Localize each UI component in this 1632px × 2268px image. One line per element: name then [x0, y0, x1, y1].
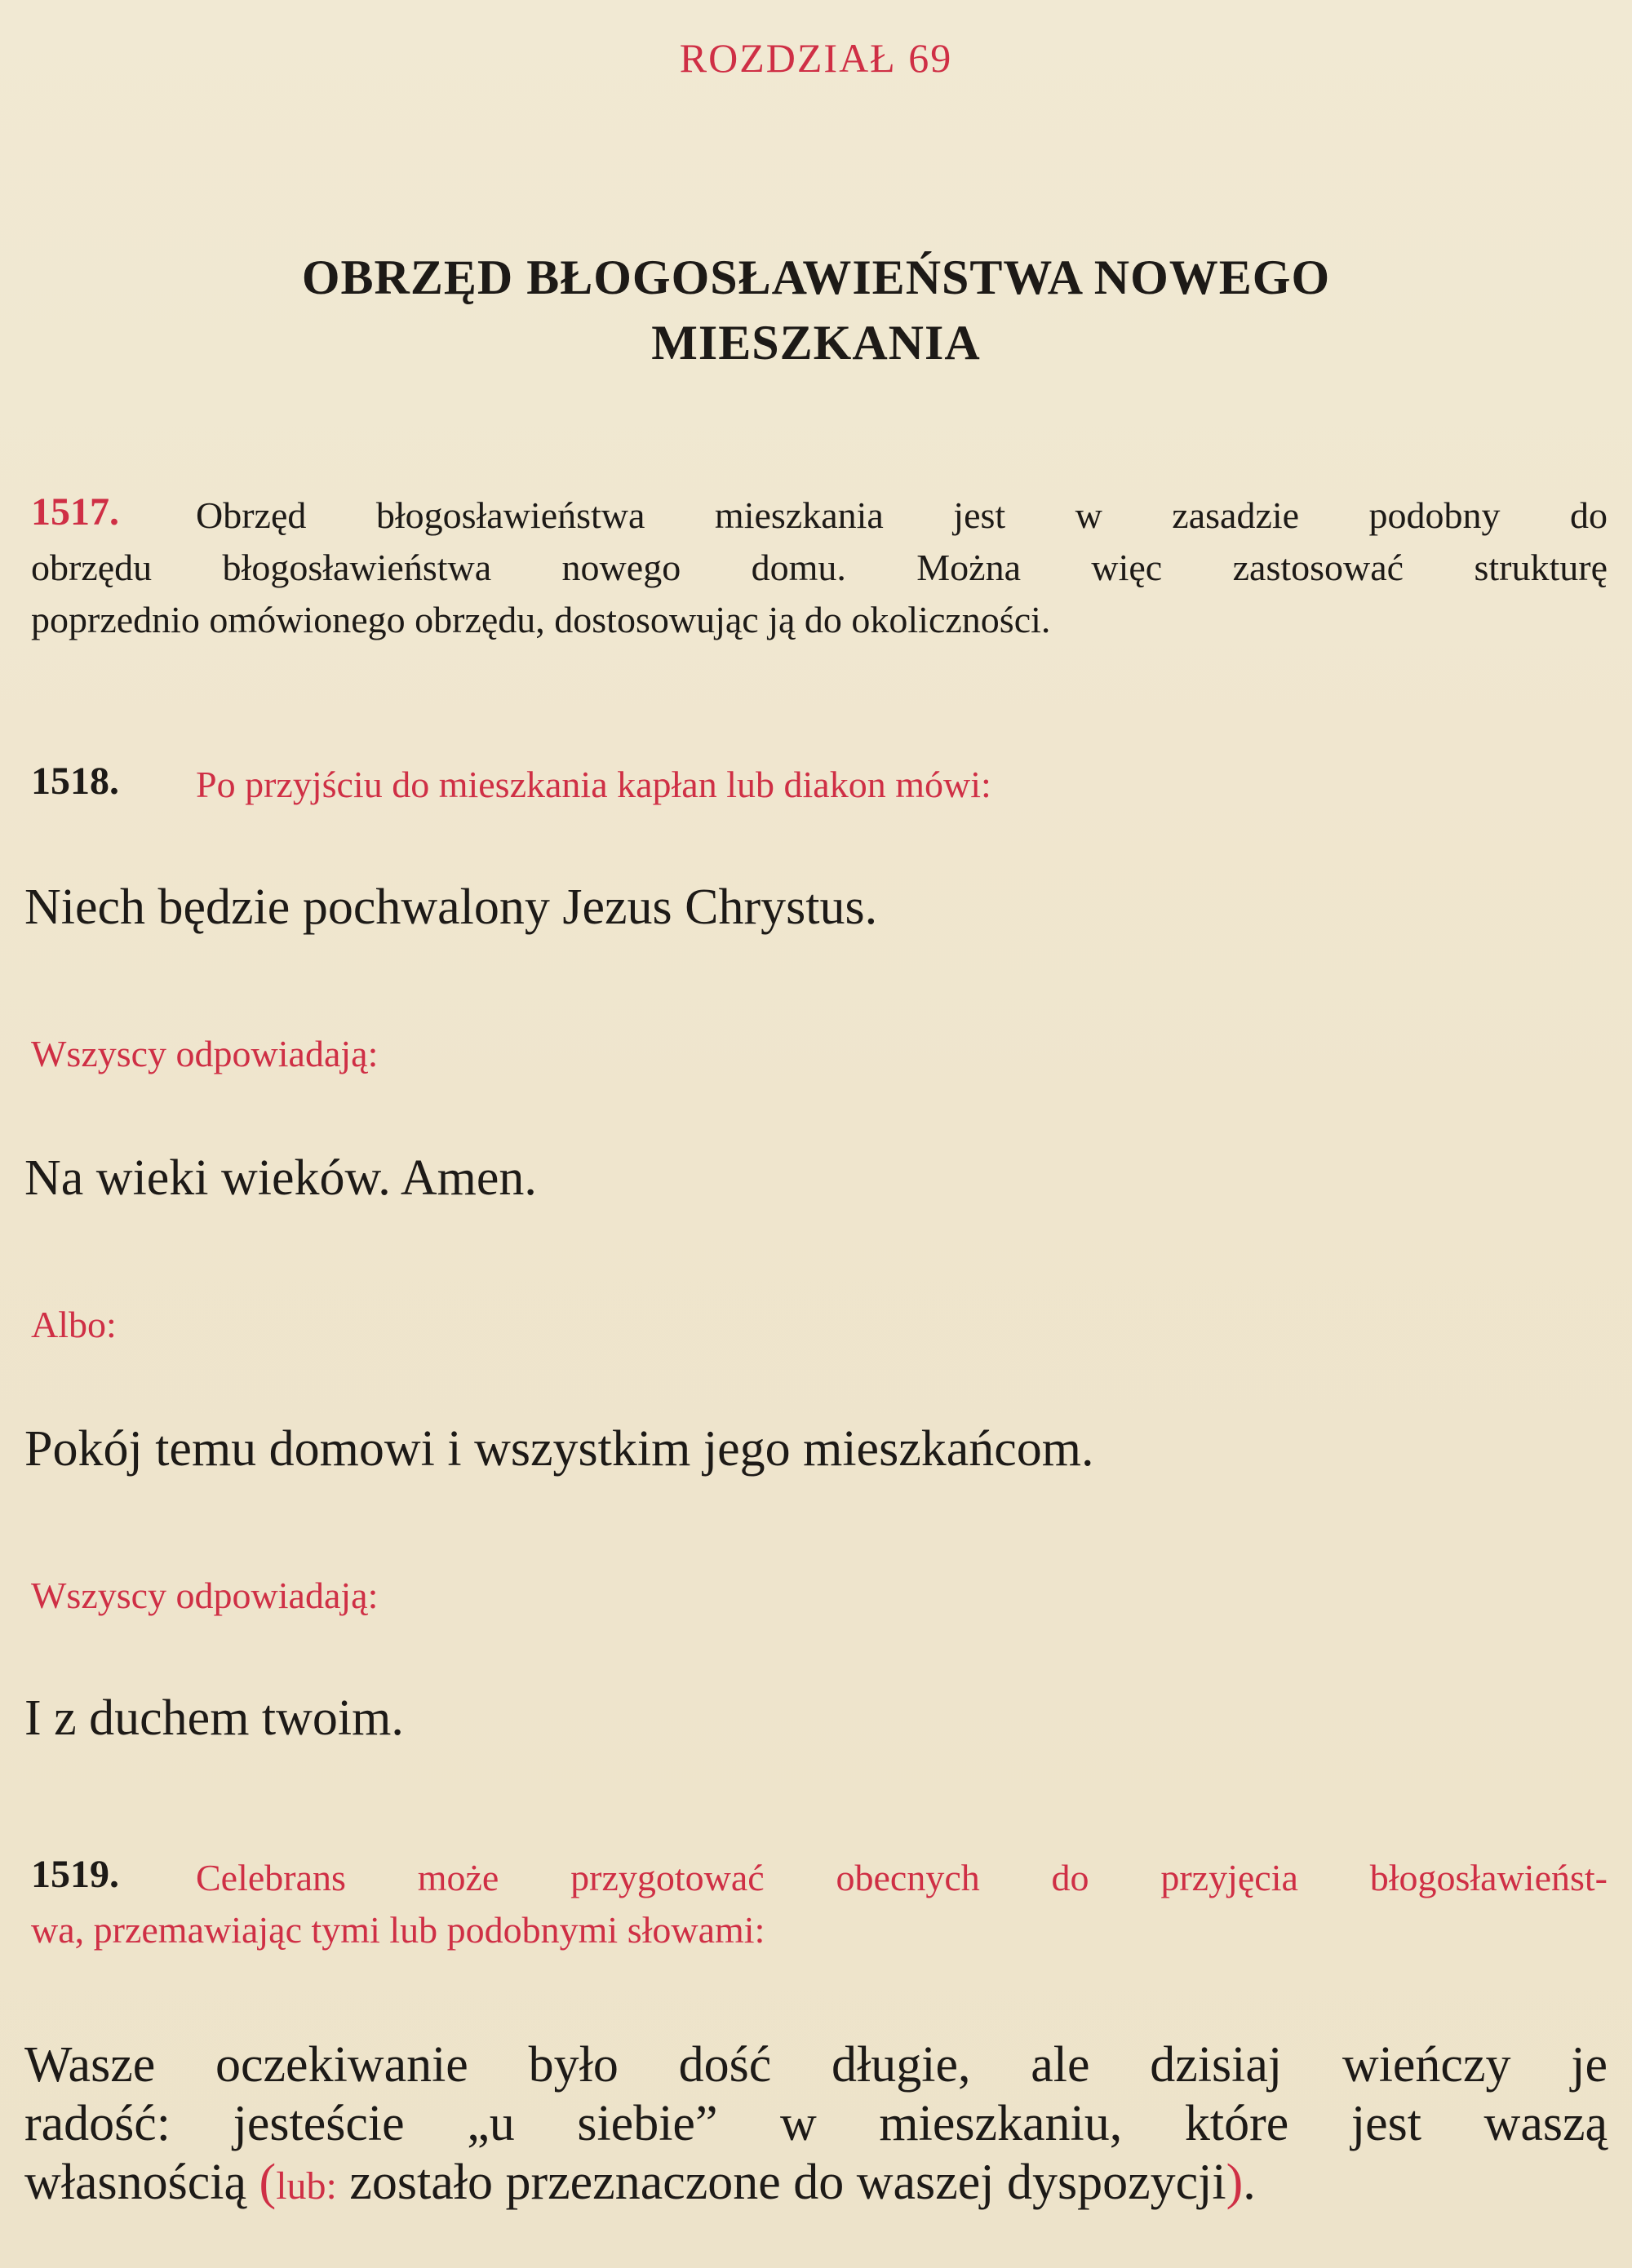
p1519-rubric-line-2: wa, przemawiając tymi lub podobnymi słowami:: [31, 1909, 765, 1951]
p1519-text-line-2: radość: jesteście „u siebie” w mieszkaniu, które jest waszą: [24, 2096, 1608, 2151]
title-line-2: MIESZKANIA: [651, 316, 981, 370]
p1517-line-2: obrzędu błogosławieństwa nowego domu. Można więc zastosować strukturę: [31, 547, 1608, 588]
paragraph-number-1519: 1519.: [31, 1853, 119, 1896]
p1518-rubric: Po przyjściu do mieszkania kapłan lub diakon mówi:: [196, 764, 991, 805]
paragraph-number-1517: 1517.: [31, 490, 119, 534]
p1519-text-line-3: [24, 2153, 1256, 2216]
alternative-greeting-text: Pokój temu domowi i wszystkim jego mieszkańcom.: [24, 1421, 1094, 1477]
lub-rubric: lub:: [276, 2164, 337, 2208]
text-line-3-alternative: zostało przeznaczone do waszej dyspozycji: [349, 2155, 1226, 2210]
greeting-text: Niech będzie pochwalony Jezus Chrystus.: [24, 879, 878, 935]
alternative-rubric: Albo:: [31, 1304, 117, 1345]
p1517-line-1: Obrzęd błogosławieństwa mieszkania jest w zasadzie podobny do: [196, 494, 1608, 536]
text-line-3-start: własnością: [24, 2155, 247, 2210]
p1517-line-3: poprzednio omówionego obrzędu, dostosowując ją do okoliczności.: [31, 599, 1051, 640]
alternative-response-text: I z duchem twoim.: [24, 1690, 404, 1746]
page-title: [0, 245, 1632, 375]
p1519-rubric-line-1: Celebrans może przygotować obecnych do przyjęcia błogosławieńst-: [196, 1857, 1608, 1898]
title-line-1: OBRZĘD BŁOGOSŁAWIEŃSTWA NOWEGO: [301, 250, 1331, 304]
p1519-text-line-1: Wasze oczekiwanie było dość długie, ale dzisiaj wieńczy je: [24, 2037, 1608, 2093]
response-rubric: Wszyscy odpowiadają:: [31, 1033, 379, 1074]
paren-close: ): [1226, 2155, 1244, 2210]
text-line-3-end: .: [1243, 2155, 1256, 2210]
response-text: Na wieki wieków. Amen.: [24, 1150, 537, 1206]
chapter-heading: ROZDZIAŁ 69: [679, 35, 953, 81]
alternative-response-rubric: Wszyscy odpowiadają:: [31, 1575, 379, 1616]
paren-open: (: [259, 2155, 277, 2210]
paragraph-number-1518: 1518.: [31, 760, 119, 803]
